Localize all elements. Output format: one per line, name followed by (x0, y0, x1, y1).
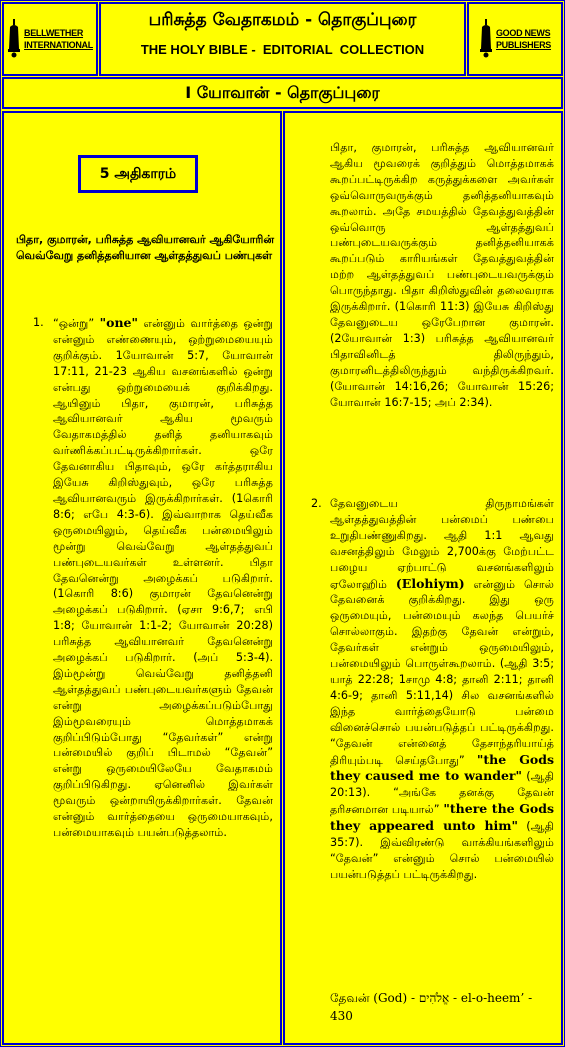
header-title-tamil: பரிசுத்த வேதாகமம் - தொகுப்புரை (148, 10, 417, 30)
english-term: "there the Gods they appeared unto him" (330, 801, 554, 834)
point-2-text (330, 496, 554, 883)
header-title-box (99, 2, 466, 76)
point-1-part: “ஒன்று” (53, 317, 100, 330)
header-title-english: THE HOLY BIBLE - EDITORIAL COLLECTION (140, 42, 425, 57)
left-column (2, 111, 282, 1045)
english-term: "the Gods they caused me to wander" (330, 751, 554, 784)
bellwether-logo (2, 2, 98, 76)
chapter-label-box (78, 155, 198, 193)
logo-right-line1: GOOD NEWS (495, 28, 551, 38)
point-1-text (53, 315, 273, 841)
point-2-part: தேவனுடைய திருநாமங்கள் ஆள்தத்துவத்தின் பன்மைப் பண்பை உறுதிபண்ணுகிறது. ஆதி 1:1 ஆவது வசனத்திலும் மேலும் 2,700க்கு மேற்பட்ட பழைய ஏற்பாட்டு வசனங்களிலும் ஏலோஹிம் (330, 497, 554, 591)
section-subtitle: பிதா, குமாரன், பரிசுத்த ஆவியானவர் ஆகியோரின் வெவ்வேறு தனித்தனியான ஆள்தத்துவப் பண்புகள் (16, 233, 274, 262)
right-column (283, 111, 563, 1045)
footer-note (330, 989, 556, 1025)
english-term: "one" (99, 315, 139, 330)
good-news-logo (467, 2, 563, 76)
point-1-part: என்னும் வார்த்தை ஒன்று என்னும் எண்ணையும், ஒற்றுமையையும் குறிக்கும். 1யோவான் 5:7, யோவான் 17:11, 21-23 ஆகிய வசனங்களில் ஒன்று என்பது ஒற்றுமையைக் குறிக்கிறது. ஆயினும் பிதா, குமாரன், பரிசுத்த ஆவியானவர் ஆகிய மூவரும் வேதாகமத்தில் தனித் தனியாகவும் வர்ணிக்கப்பட்டிருக்கிறார்கள். ஒரே தேவனாகிய பிதாவும், ஒரே கர்த்தராகிய இயேசு கிறிஸ்துவும், ஒரே பரிசுத்த ஆவியானவரும் இருக்கிறார்கள். (1கொரி 8:6; எபே 4:3-6). இவ்வாறாக தெய்வீக ஒருமையிலும், தெய்வீக பன்மையிலும் மூன்று வெவ்வேறு ஆள்தத்துவப் பண்புடையவர்கள் உள்ளனர். பிதா தேவனென்று அழைக்கப் படுகிறார். (1கொரி 8:6) குமாரன் தேவனென்று அழைக்கப் படுகிறார். (ஏசா 9:6,7; எபி 1:8; யோவான் 1:1-2; யோவான் 20:28) பரிசுத்த ஆவியானவர் தேவனென்று அழைக்கப் படுகிறார். (அப் 5:3-4). இம்மூன்று வெவ்வேறு தனித்தனி ஆள்தத்துவப் பண்புடையவர்களும் தேவன் என்று அழைக்கப்படும்போது இம்மூவரையும் மொத்தமாகக் குறிப்பிடும்போது “தேவர்கள்” என்று பன்மையில் குறிப் பிடாமல் “தேவன்” என்று ஒருமையிலேயே வேதாகமம் குறிப்பிடுகிறது. ஏனெனில் இவர்கள் மூவரும் ஒன்றாயிருக்கிறார்கள். தேவன் என்னும் வார்த்தையை ஒருமையாகவும், பன்மையாகவும் பயன்படுத்தலாம். (53, 317, 273, 839)
point-2-part: (ஆதி 35:7). இவ்விரண்டு வாக்கியங்களிலும் “தேவன்” என்னும் சொல் பன்மையில் பயன்படுத்தப் பட்டிருக்கிறது. (330, 820, 554, 881)
logo-left-line1: BELLWETHER (24, 28, 84, 38)
logo-left-line2: INTERNATIONAL (24, 40, 93, 50)
continuation-part: பிதா, குமாரன், பரிசுத்த ஆவியானவர் ஆகிய மூவரைக் குறித்தும் மொத்தமாகக் கூறப்பட்டிருக்கிற கருத்துக்களை அவர்கள் ஒவ்வொருவருக்கும் தனித்தனியாகவும் கூறலாம். அதே சமயத்தில் தேவத்துவத்தின் ஒவ்வொரு ஆள்தத்துவப் பண்புடையவருக்கும் தனித்தனியாகக் கூறப்படும் காரியங்கள் தேவத்துவத்தின் மற்ற ஆள்தத்துவப் பண்புடையவருக்கும் பொருந்தாது. பிதா கிறிஸ்துவின் தலைவராக இருக்கிறார். (1கொரி 11:3) இயேசு கிறிஸ்து தேவனுடைய ஒரேபேறான குமாரன். (2யோவான் 1:3) பரிசுத்த ஆவியானவர் பிதாவினிடத் திலிருந்தும், குமாரனிடத்திலிருந்தும் வந்திருக்கிறவர். (யோவான் 14:16,26; யோவான் 15:26; யோவான் 16:7-15; அப் 2:34). (330, 141, 554, 409)
book-title-bar (2, 77, 563, 109)
continuation-text (330, 140, 554, 410)
book-title: I யோவான் - தொகுப்புரை (185, 83, 380, 102)
logo-right-line2: PUBLISHERS (495, 40, 551, 50)
english-term: (Elohiym) (395, 575, 465, 591)
footer-line-2: 430 (330, 1009, 353, 1023)
point-number: 2. (311, 497, 322, 510)
bell-icon (7, 19, 21, 59)
point-2-part: என்னும் சொல் தேவனைக் குறிக்கிறது. இது ஒரு ஒருமையும், பன்மையும் கலந்த பெயர்ச் சொல்லாகும். இதற்கு தேவன் என்றும், தேவர்கள் என்றும் ஒருமையிலும், பன்மையிலும் பொருள்கூறலாம். (ஆதி 3:5; யாத் 22:28; 1சாமு 4:8; தானி 2:11; தானி 4:6-9; தானி 5:11,14) சில வசனங்களில் இந்த வார்த்தையோடு பன்மை வினைச்சொல் பயன்படுத்தப் பட்டிருக்கிறது. “தேவன் என்னைத் தேசாந்தரியாய்த் திரியும்படி செய்தபோது” (330, 577, 554, 767)
point-2-part: (ஆதி 20:13). “அங்கே தனக்கு தேவன் தரிசனமான படியால்” (330, 770, 554, 817)
footer-line-1: தேவன் (God) - אֱלֹהִים - el-o-heem’ - (330, 991, 533, 1005)
chapter-label: 5 அதிகாரம் (99, 166, 177, 182)
point-number: 1. (33, 316, 44, 329)
bell-icon (479, 19, 493, 59)
